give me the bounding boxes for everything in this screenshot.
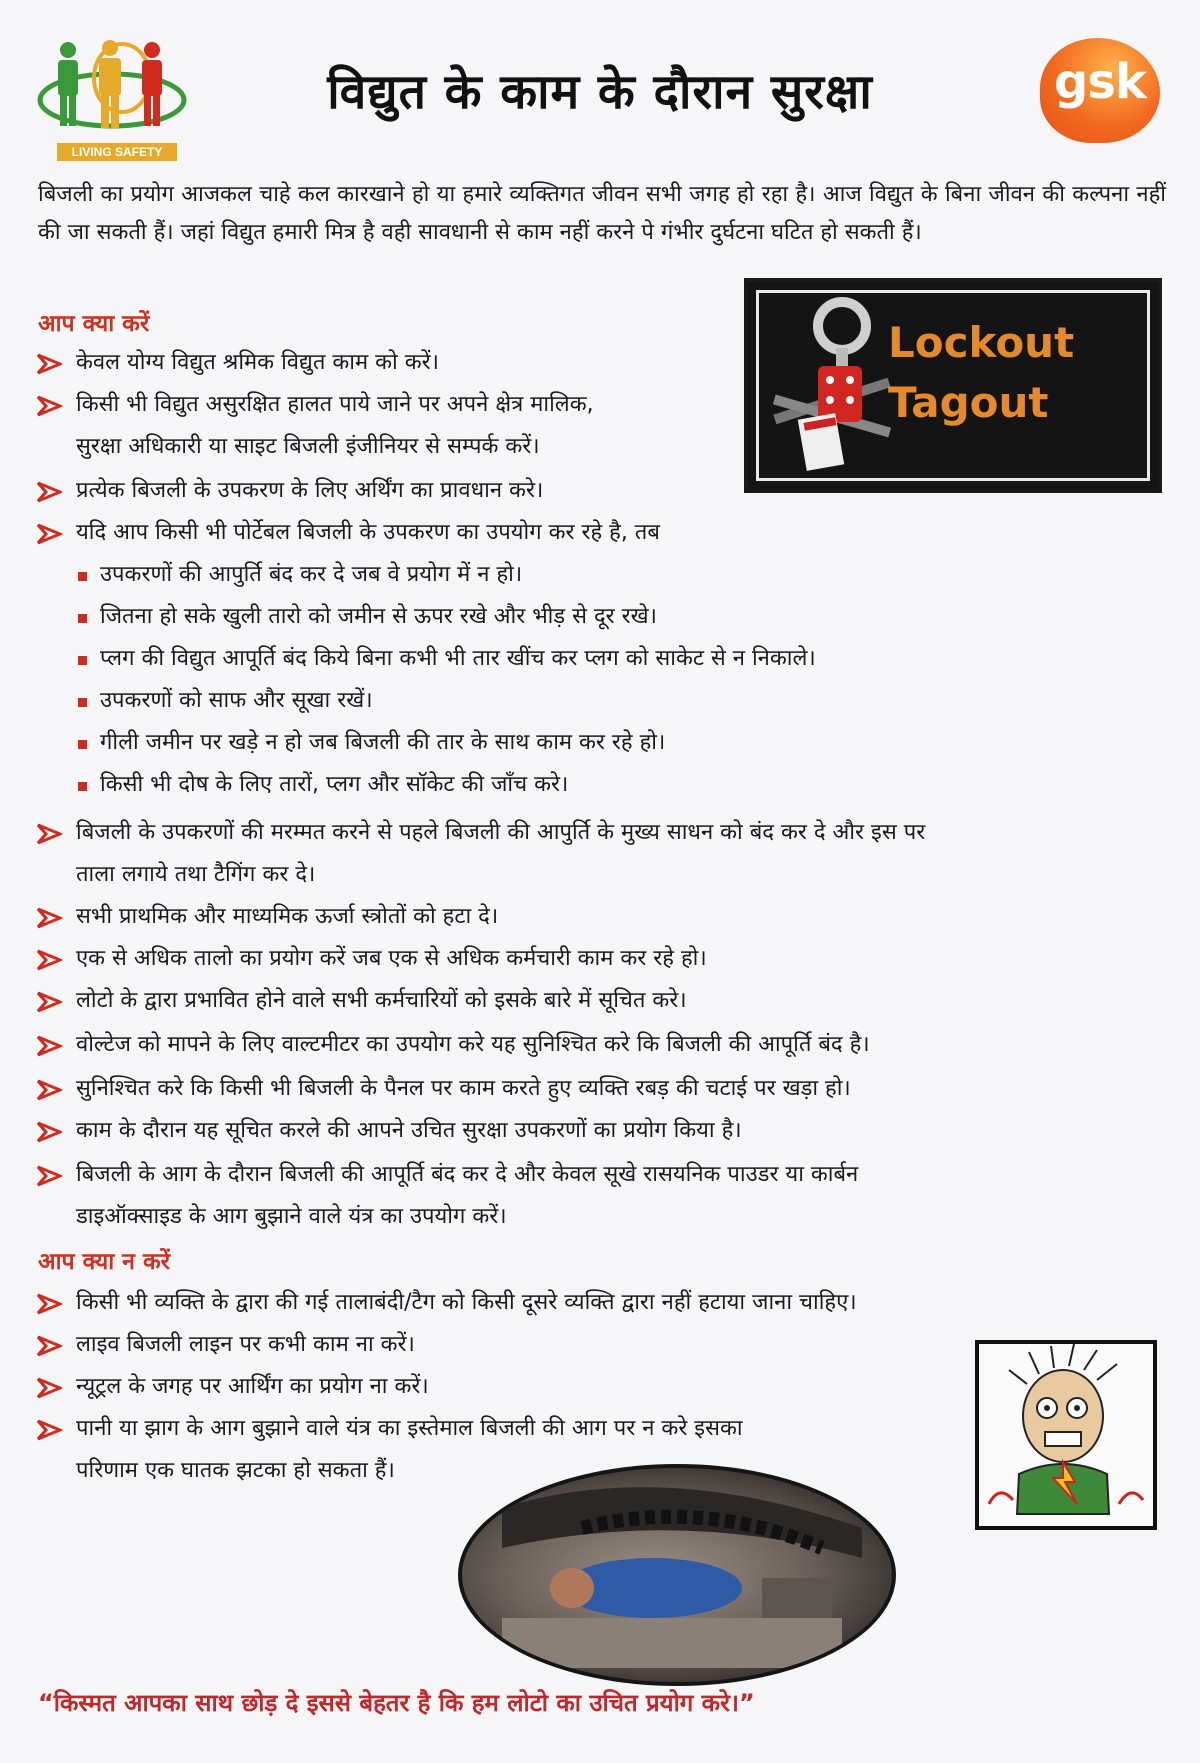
dos-item-5: बिजली के उपकरणों की मरम्मत करने से पहले बिजली की आपुर्ति के मुख्य साधन को बंद कर दे और इस पर [76, 820, 926, 845]
sub-item-1: उपकरणों की आपुर्ति बंद कर दे जब वे प्रयोग में न हो। [100, 562, 523, 587]
square-bullet-icon [78, 614, 87, 623]
donts-item-2: लाइव बिजली लाइन पर कभी काम ना करें। [76, 1332, 415, 1357]
sub-item-4: उपकरणों को साफ और सूखा रखें। [100, 688, 373, 713]
dos-item-4: यदि आप किसी भी पोर्टेबल बिजली के उपकरण का उपयोग कर रहे है, तब [76, 520, 660, 545]
dos-item-8: लोटो के द्वारा प्रभावित होने वाले सभी कर्मचारियों को इसके बारे में सूचित करे। [76, 988, 687, 1013]
dos-item-12-cont: डाइऑक्साइड के आग बुझाने वाले यंत्र का उपयोग करें। [76, 1204, 507, 1229]
arrow-bullet-icon [36, 822, 62, 846]
donts-item-1: किसी भी व्यक्ति के द्वारा की गई तालाबंदी/टैग को किसी दूसरे व्यक्ति द्वारा नहीं हटाया जाना चाहिए। [76, 1290, 857, 1315]
padlock-tag-icon [762, 296, 902, 476]
arrow-bullet-icon [36, 1376, 62, 1400]
dos-item-11: काम के दौरान यह सूचित करले की आपने उचित सुरक्षा उपकरणों का प्रयोग किया है। [76, 1118, 742, 1143]
dos-heading: आप क्या करें [38, 311, 150, 337]
arrow-bullet-icon [36, 1164, 62, 1188]
arrow-bullet-icon [36, 990, 62, 1014]
living-safety-banner: LIVING SAFETY [57, 143, 177, 161]
square-bullet-icon [78, 740, 87, 749]
arrow-bullet-icon [36, 1334, 62, 1358]
dos-item-10: सुनिश्चित करे कि किसी भी बिजली के पैनल पर काम करते हुए व्यक्ति रबड़ की चटाई पर खड़ा हो। [76, 1076, 851, 1101]
sub-item-6: किसी भी दोष के लिए तारों, प्लग और सॉकेट की जाँच करे। [100, 772, 569, 797]
dos-item-5-cont: ताला लगाये तथा टैगिंग कर दे। [76, 862, 316, 887]
intro-paragraph: बिजली का प्रयोग आजकल चाहे कल कारखाने हो या हमारे व्यक्तिगत जीवन सभी जगह हो रहा है। आज विद्युत के बिना जीवन की कल्पना नहीं की जा सकती हैं। जहां विद्युत हमारी मित्र है वही सावधानी से काम नहीं करने पे गंभीर दुर्घटना घटित हो सकती हैं। [38, 182, 1166, 245]
lockout-tagout-image [744, 278, 1162, 493]
sub-item-2: जितना हो सके खुली तारो को जमीन से ऊपर रखे और भीड़ से दूर रखे। [100, 604, 658, 629]
arrow-bullet-icon [36, 480, 62, 504]
square-bullet-icon [78, 656, 87, 665]
donts-item-4: पानी या झाग के आग बुझाने वाले यंत्र का इस्तेमाल बिजली की आग पर न करे इसका [76, 1416, 743, 1441]
arrow-bullet-icon [36, 948, 62, 972]
gsk-logo-text: gsk [1054, 54, 1146, 110]
sub-item-5: गीली जमीन पर खड़े न हो जब बिजली की तार के साथ काम कर रहे हो। [100, 730, 666, 755]
tagout-word: Tagout [888, 378, 1049, 427]
square-bullet-icon [78, 782, 87, 791]
square-bullet-icon [78, 572, 87, 581]
page-title: विद्युत के काम के दौरान सुरक्षा [327, 64, 873, 120]
dos-item-2-cont: सुरक्षा अधिकारी या साइट बिजली इंजीनियर से सम्पर्क करें। [76, 434, 540, 459]
arrow-bullet-icon [36, 1078, 62, 1102]
arrow-bullet-icon [36, 1034, 62, 1058]
sub-item-3: प्लग की विद्युत आपूर्ति बंद किये बिना कभी भी तार खींच कर प्लग को साकेट से न निकाले। [100, 646, 816, 671]
dos-item-6: सभी प्राथमिक और माध्यमिक ऊर्जा स्त्रोतों को हटा दे। [76, 904, 499, 929]
arrow-bullet-icon [36, 352, 62, 376]
dos-item-12: बिजली के आग के दौरान बिजली की आपूर्ति बंद कर दे और केवल सूखे रासयनिक पाउडर या कार्बन [76, 1162, 859, 1187]
donts-heading: आप क्या न करें [38, 1249, 171, 1275]
donts-item-3: न्यूट्रल के जगह पर आर्थिंग का प्रयोग ना करें। [76, 1374, 429, 1399]
arrow-bullet-icon [36, 1292, 62, 1316]
arrow-bullet-icon [36, 522, 62, 546]
shocked-man-icon [979, 1344, 1153, 1526]
worker-photo [458, 1464, 896, 1686]
arrow-bullet-icon [36, 906, 62, 930]
dos-item-7: एक से अधिक तालो का प्रयोग करें जब एक से अधिक कर्मचारी काम कर रहे हो। [76, 946, 707, 971]
living-safety-figures-icon [32, 38, 192, 148]
dos-item-3: प्रत्येक बिजली के उपकरण के लिए अर्थिंग का प्रावधान करे। [76, 478, 544, 503]
arrow-bullet-icon [36, 1120, 62, 1144]
arrow-bullet-icon [36, 1418, 62, 1442]
electric-shock-cartoon [975, 1340, 1157, 1530]
living-safety-logo [32, 38, 192, 163]
square-bullet-icon [78, 698, 87, 707]
footer-quote: “किस्मत आपका साथ छोड़ दे इससे बेहतर है कि हम लोटो का उचित प्रयोग करे।” [38, 1689, 755, 1717]
dos-item-2: किसी भी विद्युत असुरक्षित हालत पाये जाने पर अपने क्षेत्र मालिक, [76, 392, 594, 417]
gsk-logo [1040, 38, 1160, 143]
worker-under-machine-image [462, 1468, 892, 1682]
donts-item-4-cont: परिणाम एक घातक झटका हो सकता हैं। [76, 1458, 395, 1483]
arrow-bullet-icon [36, 394, 62, 418]
dos-item-1: केवल योग्य विद्युत श्रमिक विद्युत काम को करें। [76, 350, 439, 375]
dos-item-9: वोल्टेज को मापने के लिए वाल्टमीटर का उपयोग करे यह सुनिश्चित करे कि बिजली की आपूर्ति बंद है। [76, 1032, 870, 1057]
lockout-word: Lockout [888, 318, 1075, 367]
